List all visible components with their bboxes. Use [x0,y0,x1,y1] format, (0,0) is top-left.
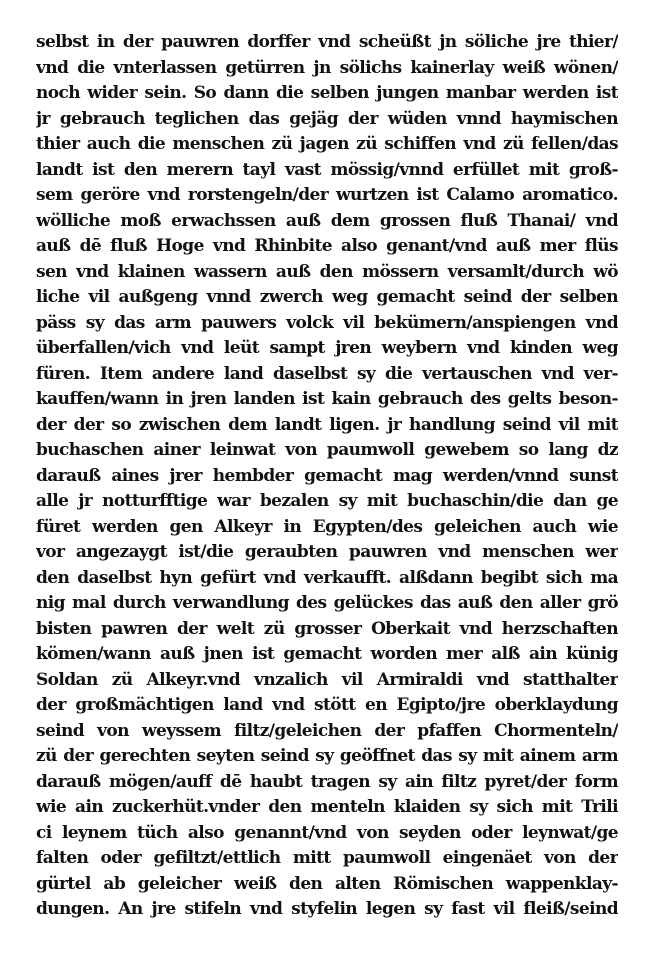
text-line: der der so zwischen dem landt ligen. jr handlung seind vil mit [36,414,618,435]
text-line: noch wider sein. So dann die selben jungen manbar werden ist [36,83,618,103]
text-line: liche vil außgeng vnnd zwerch weg gemacht seind der selben [36,287,618,307]
text-line: kauffen/wann in jren landen ist kain gebrauch des gelts beson- [36,389,618,409]
text-line: überfallen/vich vnd leüt sampt jren weybern vnd kinden weg [36,338,618,358]
text-line: buchaschen ainer leinwat von paumwoll gewebem so lang dz [36,440,618,460]
text-line: seind von weyssem filtz/geleichen der pfaffen Chormenteln/ [36,720,618,741]
text-line: gürtel ab geleicher weiß den alten Römischen wappenklay- [36,873,618,894]
text-line: jr gebrauch teglichen das gejäg der wüden vnnd haymischen [36,108,618,129]
text-line: den daselbst hyn gefürt vnd verkaufft. alßdann begibt sich ma [36,567,618,588]
text-line: ci leynem tüch also genannt/vnd von seyden oder leynwat/ge [36,822,618,843]
text-line: bisten pawren der welt zü grosser Oberkait vnd herzschaften [36,618,618,639]
text-line: füren. Item andere land daselbst sy die vertauschen vnd ver- [36,363,618,384]
text-line: sem geröre vnd rorstengeln/der wurtzen ist Calamo aromatico. [36,185,618,205]
text-line: wie ain zuckerhüt.vnder den menteln klaiden sy sich mit Trili [36,797,618,817]
text-block [36,30,618,923]
text-line: wölliche moß erwachssen auß dem grossen fluß Thanai/ vnd [36,210,618,231]
text-line: zü der gerechten seyten seind sy geöffnet das sy mit ainem arm [36,746,618,766]
text-line: vor angezaygt ist/die geraubten pauwren vnd menschen wer [36,542,618,562]
text-line: füret werden gen Alkeyr in Egypten/des geleichen auch wie [36,516,618,537]
text-line: falten oder gefiltzt/ettlich mitt paumwoll eingenäet von der [36,848,618,868]
text-line: alle jr notturfftige war bezalen sy mit buchaschin/die dan ge [36,491,618,511]
text-line: Soldan zü Alkeyr.vnd vnzalich vil Armiraldi vnd statthalter [36,669,618,690]
text-line: vnd die vnterlassen getürren jn sölichs kainerlay weiß wönen/ [36,57,618,78]
text-line: der großmächtigen land vnd stött en Egipto/jre oberklaydung [36,695,618,715]
text-line: selbst in der pauwren dorffer vnd scheüßt jn söliche jre thier/ [36,32,618,52]
text-line: sen vnd klainen wassern auß den mössern versamlt/durch wö [36,261,618,282]
text-line: päss sy das arm pauwers volck vil bekümern/anspiengen vnd [36,312,618,333]
text-line: nig mal durch verwandlung des gelückes das auß den aller grö [36,593,618,613]
text-line: kömen/wann auß jnen ist gemacht worden mer alß ain künig [36,644,618,664]
text-line: landt ist den merern tayl vast mössig/vnnd erfüllet mit groß- [36,159,618,180]
text-line: darauß aines jrer hembder gemacht mag werden/vnnd sunst [36,465,618,486]
text-line: dungen. An jre stifeln vnd styfelin legen sy fast vil fleiß/seind [36,899,618,919]
text-line: darauß mögen/auff dē haubt tragen sy ain filtz pyret/der form [36,771,618,792]
text-line: thier auch die menschen zü jagen zü schiffen vnd zü fellen/das [36,134,618,154]
text-line: auß dē fluß Hoge vnd Rhinbite also genant/vnd auß mer flüs [36,236,618,256]
